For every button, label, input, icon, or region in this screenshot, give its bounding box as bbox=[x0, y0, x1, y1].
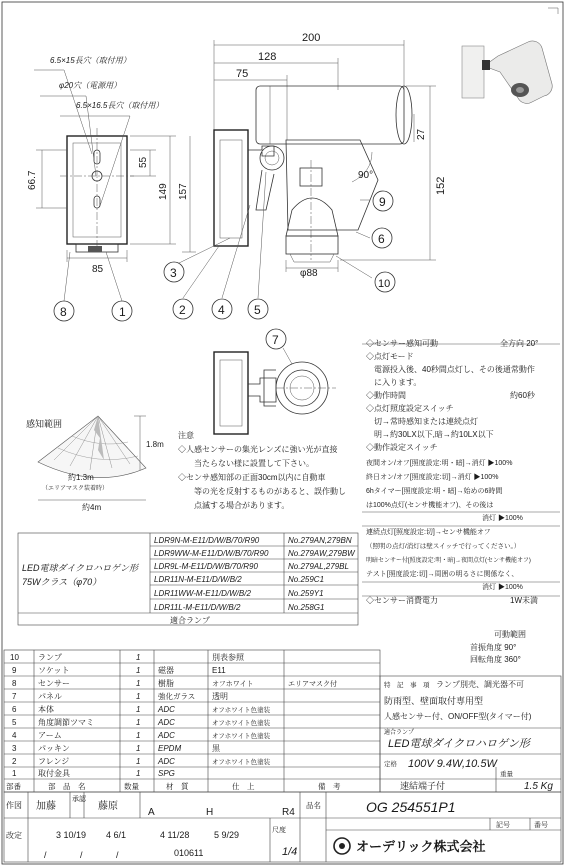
spec-line-19-r: 1W未満 bbox=[510, 596, 538, 605]
part-name-5: 角度調節ツマミ bbox=[38, 718, 94, 727]
part-qty-1: 1 bbox=[136, 666, 141, 675]
spec-line-17: テスト[照度設定:切]→周囲の明るさに関係なく、 bbox=[366, 571, 519, 578]
corner-mark bbox=[548, 8, 558, 14]
spec-terminal: 速結端子付 bbox=[400, 781, 446, 791]
detection-radius: 約1.3m bbox=[68, 473, 94, 482]
spec-line-4-r: 約60秒 bbox=[510, 391, 535, 400]
part-qty-4: 1 bbox=[136, 705, 141, 714]
lamp-model-3: LDR11N-M-E11/D/W/B/2 bbox=[154, 575, 242, 584]
part-fin-5: オフホワイト色塗装 bbox=[212, 720, 271, 727]
notes-line-2: ◇センサ感知部の正面30cm以内に自動車 bbox=[178, 473, 326, 482]
tb-hin: OG 254551P1 bbox=[366, 799, 456, 815]
dim-75: 75 bbox=[236, 68, 249, 80]
front-view bbox=[34, 70, 196, 262]
part-no-3: 7 bbox=[12, 692, 17, 701]
side-view bbox=[175, 40, 436, 298]
spec-line-7: 明→約30LX以下,暗→約10LX以下 bbox=[366, 430, 494, 439]
dim-55: 55 bbox=[138, 156, 149, 168]
parts-header bbox=[6, 781, 341, 791]
part-qty-8: 1 bbox=[136, 757, 141, 766]
angle-tilt-row: 首振角度 90° bbox=[470, 643, 517, 652]
tb-saku-name: 加藤 bbox=[36, 801, 56, 812]
tb-rev-3: 5 9/29 bbox=[214, 830, 240, 840]
lamp-code-1: No.279AW,279BW bbox=[288, 549, 355, 558]
tb-sho-name: 藤原 bbox=[98, 801, 118, 812]
part-qty-6: 1 bbox=[136, 731, 141, 740]
tb-saku: 作図 bbox=[6, 801, 22, 810]
spec-lamp-main: LED電球ダイクロハロゲン形 bbox=[388, 738, 530, 750]
angle-rot-row: 回転角度 360° bbox=[470, 655, 521, 664]
part-name-3: パネル bbox=[38, 692, 62, 701]
tb-kaitei: 改定 bbox=[6, 831, 22, 840]
detection-radius-note: （エリアマスク装着時） bbox=[42, 486, 109, 492]
balloons bbox=[54, 191, 395, 349]
tb-a: A bbox=[148, 807, 155, 818]
lamp-footer: 適合ランプ bbox=[170, 616, 210, 625]
balloon-7-label: 7 bbox=[272, 333, 279, 347]
spec-line-2: 電源投入後、40秒間点灯し、その後通常動作 bbox=[366, 365, 535, 374]
tb-slash-1: / bbox=[80, 850, 83, 860]
spec-tokki: 特 記 事 項 bbox=[384, 682, 430, 689]
spec-line-0-l: ◇センサー感知可動 bbox=[366, 339, 438, 348]
angle-90: 90° bbox=[358, 170, 374, 181]
balloon-6-label: 6 bbox=[378, 232, 385, 246]
part-mat-4: ADC bbox=[158, 705, 175, 714]
part-name-6: アーム bbox=[38, 731, 62, 740]
tb-sho: 承認 bbox=[72, 796, 86, 803]
tb-doc-no: 010611 bbox=[174, 848, 204, 858]
parts-head-name: 部 品 名 bbox=[48, 782, 86, 791]
tb-kigo: 記号 bbox=[496, 822, 510, 829]
part-no-9: 1 bbox=[12, 769, 17, 778]
part-qty-5: 1 bbox=[136, 718, 141, 727]
tb-shakudo: 尺度 bbox=[272, 827, 286, 834]
notes-line-4: 点滅する場合があります。 bbox=[194, 501, 290, 510]
product-photo bbox=[462, 41, 552, 103]
part-fin-8: オフホワイト色塗装 bbox=[212, 759, 271, 766]
detection-height: 1.8m bbox=[146, 440, 164, 449]
spec-line-5: ◇点灯照度設定スイッチ bbox=[366, 404, 454, 413]
lamp-model-0: LDR9N-M-E11/D/W/B/70/R90 bbox=[154, 536, 260, 545]
tb-hin-label: 品名 bbox=[306, 801, 321, 810]
spec-weight: 1.5 Kg bbox=[524, 781, 553, 792]
spec-line-11: 6hタイマー[照度設定:明・暗]→始めの6時間 bbox=[366, 488, 503, 495]
spec-weight-label: 重量 bbox=[500, 771, 513, 778]
spec-line-16: 明暗センサー付[照度設定:明・暗]→夜間点灯(センサ機能オフ) bbox=[366, 558, 531, 564]
part-note-2: エリアマスク付 bbox=[288, 681, 337, 688]
part-mat-7: EPDM bbox=[158, 744, 182, 753]
dim-85: 85 bbox=[92, 264, 104, 275]
balloon-3-label: 3 bbox=[170, 266, 177, 280]
dim-200: 200 bbox=[302, 32, 321, 44]
spec-line-8: ◇動作設定スイッチ bbox=[366, 443, 438, 452]
tb-r4: R4 bbox=[282, 807, 295, 818]
part-name-7: パッキン bbox=[38, 744, 70, 753]
spec-rating: 100V 9.4W,10.5W bbox=[408, 758, 497, 770]
tb-rev-1: 4 6/1 bbox=[106, 830, 127, 840]
spec-line-4-l: ◇動作時間 bbox=[366, 391, 406, 400]
part-no-0: 10 bbox=[10, 653, 19, 662]
tb-rev-2: 4 11/28 bbox=[160, 830, 190, 840]
spec-panel bbox=[366, 338, 538, 605]
spec-line3: 人感センサー付、ON/OFF型(タイマー付) bbox=[384, 712, 532, 721]
spec-rating-small: 定格 bbox=[384, 761, 397, 768]
part-mat-0: 別表参照 bbox=[212, 653, 244, 662]
spec-line-3: に入ります。 bbox=[366, 378, 422, 387]
tb-ban: 番号 bbox=[534, 822, 548, 829]
housing-cylinder bbox=[256, 86, 404, 144]
dim-128: 128 bbox=[258, 51, 277, 63]
detection-title: 感知範囲 bbox=[26, 419, 63, 429]
part-qty-2: 1 bbox=[136, 679, 141, 688]
part-mat-1: 磁器 bbox=[158, 666, 174, 675]
part-no-6: 4 bbox=[12, 731, 17, 740]
spec-line1: ランプ別売、調光器不可 bbox=[436, 680, 524, 689]
part-mat-8: ADC bbox=[158, 757, 175, 766]
angle-tilt-label: 可動範囲 bbox=[494, 630, 526, 639]
lamp-left-label-2: 75Wクラス（φ70） bbox=[22, 577, 102, 587]
balloon-4-label: 4 bbox=[218, 303, 225, 317]
spec-line2: 防雨型、壁面取付専用型 bbox=[384, 696, 484, 706]
spec-line-14: 連続点灯[照度設定:切]→センサ機能オフ bbox=[366, 529, 491, 536]
part-no-4: 6 bbox=[12, 705, 17, 714]
notes-title: 注意 bbox=[178, 431, 194, 440]
lamp-model-5: LDR11L-M-E11/D/W/B/2 bbox=[154, 603, 241, 612]
tb-rev-0: 3 10/19 bbox=[56, 830, 87, 840]
company-logo-dot bbox=[339, 843, 345, 849]
part-qty-3: 1 bbox=[136, 692, 141, 701]
dim-152: 152 bbox=[435, 176, 447, 195]
part-fin-1: E11 bbox=[212, 666, 226, 675]
part-qty-9: 1 bbox=[136, 769, 141, 778]
parts-head-fin: 仕 上 bbox=[232, 782, 255, 791]
spec-line-1: ◇点灯モード bbox=[366, 352, 414, 361]
parts-head-mat: 材 質 bbox=[166, 782, 189, 791]
lamp-code-5: No.258G1 bbox=[288, 603, 325, 612]
lamp-model-2: LDR9L-M-E11/D/W/B/70/R90 bbox=[154, 562, 258, 571]
part-no-5: 5 bbox=[12, 718, 17, 727]
part-no-2: 8 bbox=[12, 679, 17, 688]
balloon-5-label: 5 bbox=[254, 303, 261, 317]
tb-slash-2: / bbox=[116, 850, 119, 860]
part-qty-7: 1 bbox=[136, 744, 141, 753]
part-fin-2: オフホワイト bbox=[212, 681, 254, 688]
spec-line-15: （照明の点灯/消灯は壁スイッチで行ってください。） bbox=[366, 543, 521, 550]
spec-line-18: 消灯 ▶100% bbox=[482, 584, 523, 591]
part-no-1: 9 bbox=[12, 666, 17, 675]
part-mat-9: SPG bbox=[158, 769, 175, 778]
spec-line-0-r: 全方向 20° bbox=[500, 339, 539, 348]
tb-slash-0: / bbox=[44, 850, 47, 860]
lamp-code-0: No.279AN,279BN bbox=[288, 536, 352, 545]
spec-lamp-small: 適合ランプ bbox=[384, 730, 415, 736]
part-mat-6: ADC bbox=[158, 731, 175, 740]
part-name-1: ソケット bbox=[38, 666, 70, 675]
notes-line-0: ◇人感センサーの集光レンズに強い光が直接 bbox=[178, 445, 338, 454]
part-mat-5: ADC bbox=[158, 718, 175, 727]
dim-157: 157 bbox=[178, 183, 189, 200]
parts-head-note: 備 考 bbox=[318, 782, 341, 791]
dim-27: 27 bbox=[416, 128, 427, 140]
part-mat-2: 樹脂 bbox=[158, 679, 174, 688]
part-fin-7: 黒 bbox=[212, 744, 220, 753]
part-fin-6: オフホワイト色塗装 bbox=[212, 733, 271, 740]
spec-line-13: 消灯 ▶100% bbox=[482, 515, 523, 522]
lamp-model-4: LDR11WW-M-E11/D/W/B/2 bbox=[154, 589, 251, 598]
notes-lines bbox=[178, 444, 346, 510]
parts-head-no: 部番 bbox=[6, 782, 21, 791]
dim-66-7: 66.7 bbox=[27, 170, 38, 190]
balloon-9-label: 9 bbox=[379, 195, 386, 209]
spec-line-9: 夜間オン/オフ[照度設定:明・暗]→消灯 ▶100% bbox=[366, 460, 513, 467]
notes-line-1: 当たらない様に設置して下さい。 bbox=[194, 459, 314, 468]
detection-width: 約4m bbox=[82, 503, 102, 512]
balloon-10-label: 10 bbox=[378, 278, 391, 290]
callout-slot1: 6.5×15長穴（取付用） bbox=[50, 56, 131, 65]
tb-company: オーデリック株式会社 bbox=[356, 839, 486, 854]
parts-head-qty: 数量 bbox=[124, 782, 139, 791]
part-fin-3: 透明 bbox=[212, 692, 228, 701]
bottom-view bbox=[214, 348, 336, 434]
spec-line-10: 終日オン/オフ[照度設定:切]→消灯 ▶100% bbox=[366, 474, 499, 481]
spec-line-12: は100%点灯(センサ機能オフ)、その後は bbox=[366, 502, 494, 509]
lamp-code-2: No.279AL,279BL bbox=[288, 562, 349, 571]
part-name-2: センサー bbox=[38, 679, 70, 688]
lamp-code-3: No.259C1 bbox=[288, 575, 325, 584]
notes-line-3: 等の光を反射するものがあると、誤作動し bbox=[194, 487, 346, 496]
lamp-left-label-1: LED電球ダイクロハロゲン形 bbox=[22, 563, 138, 573]
balloon-8-label: 8 bbox=[60, 305, 67, 319]
spec-line-19-l: ◇センサー消費電力 bbox=[366, 596, 438, 605]
dim-dia88: φ88 bbox=[300, 268, 318, 279]
part-name-8: フレンジ bbox=[38, 757, 70, 766]
part-name-4: 本体 bbox=[38, 705, 54, 714]
lamp-code-4: No.259Y1 bbox=[288, 589, 324, 598]
lamp-model-1: LDR9WW-M-E11/D/W/B/70/R90 bbox=[154, 549, 269, 558]
balloon-2-label: 2 bbox=[179, 303, 186, 317]
part-mat-3: 強化ガラス bbox=[158, 692, 196, 701]
part-qty-0: 1 bbox=[136, 653, 141, 662]
part-fin-4: オフホワイト色塗装 bbox=[212, 707, 271, 714]
tb-h: H bbox=[206, 807, 214, 818]
part-name-9: 取付金具 bbox=[38, 769, 70, 778]
part-no-8: 2 bbox=[12, 757, 17, 766]
tb-scale: 1/4 bbox=[282, 846, 298, 858]
dim-149: 149 bbox=[158, 183, 169, 200]
spec-line-6: 切→常時感知または連続点灯 bbox=[366, 417, 478, 426]
callout-hole: φ20穴（電源用） bbox=[59, 81, 122, 90]
part-name-0: ランプ bbox=[38, 653, 62, 662]
part-no-7: 3 bbox=[12, 744, 17, 753]
balloon-1-label: 1 bbox=[119, 305, 126, 319]
callout-slot2: 6.5×16.5長穴（取付用） bbox=[76, 101, 164, 110]
